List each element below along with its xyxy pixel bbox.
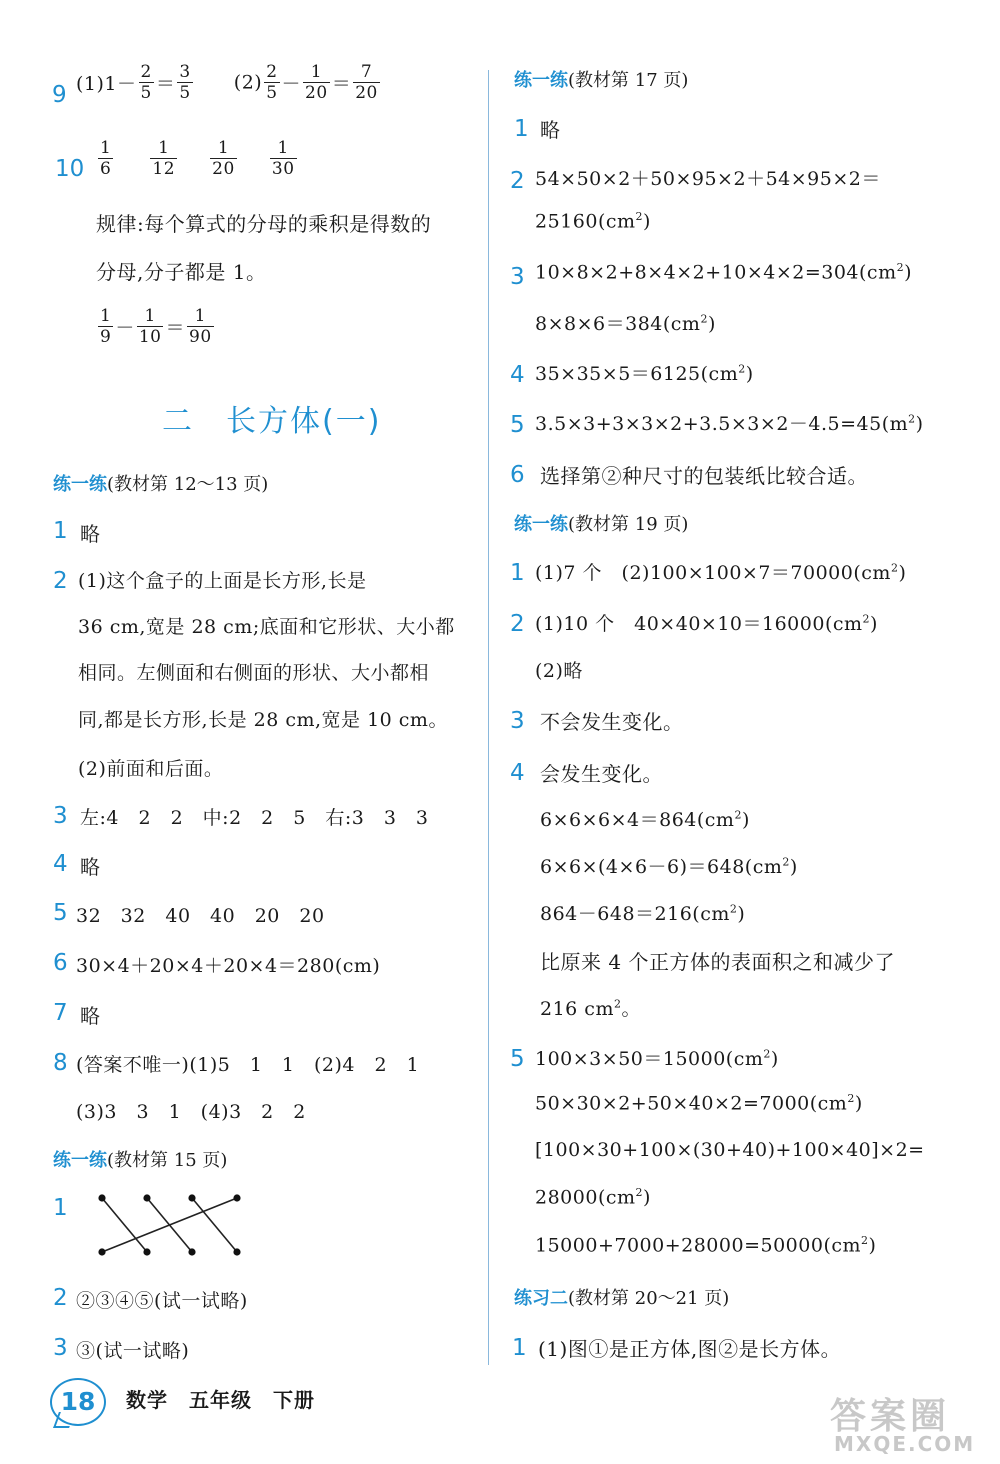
question-number: 5 (53, 900, 68, 926)
question-number: 5 (510, 412, 525, 438)
answer-text: $50\times 30\times 2+50\times 40\times 2=7000(cm^2)$ (535, 1092, 863, 1115)
fraction: $\frac{1}{9}$ (100, 306, 112, 347)
answer-text: $25160(cm^2)$ (535, 210, 651, 233)
section-header (53, 1146, 227, 1172)
dot (188, 1248, 195, 1255)
fraction: $\frac{1}{20}$ (212, 138, 235, 179)
section-header (514, 1284, 729, 1310)
dot (98, 1194, 105, 1201)
fraction: $\frac{1}{90}$ (189, 306, 212, 347)
answer-text: (1)10 个 $40\times 40\times 10=16000(cm^2)$ (535, 612, 878, 635)
answer-text: 略 (80, 522, 101, 546)
q10-fractions (96, 138, 299, 179)
fraction: $\frac{7}{20}$ (355, 62, 378, 103)
question-number: 2 (53, 1285, 68, 1311)
answer-text: 30×4＋20×4＋20×4＝280(cm) (76, 955, 381, 977)
section-ref: (教材第 15 页) (107, 1150, 228, 1171)
dot (143, 1248, 150, 1255)
answer-text: 左:4 2 2 中:2 2 5 右:3 3 3 (80, 807, 429, 829)
connector-line (192, 1198, 237, 1252)
question-number: 9 (52, 82, 67, 108)
question-number: 1 (53, 1195, 68, 1221)
question-number: 6 (510, 462, 525, 488)
question-number: 3 (53, 803, 68, 829)
fraction: $\frac{1}{30}$ (271, 138, 295, 179)
matching-lines-diagram (90, 1188, 250, 1260)
section-tag: 练一练 (514, 70, 568, 91)
question-number: 2 (510, 611, 525, 637)
answer-text: $15000+7000+28000=50000(cm^2)$ (535, 1234, 877, 1257)
answer-text: $6\times 6\times(4\times 6-6)=648(cm^2)$ (540, 855, 798, 878)
watermark-logo (820, 1388, 990, 1458)
dot (233, 1194, 240, 1201)
answer-text: $10\times 8\times 2+8\times 4\times 2+10\times 4\times 2=304(cm^2)$ (535, 261, 913, 284)
answer-text: [100×30+100×(30+40)+100×40]×2= (535, 1139, 925, 1161)
q9-part2-label: (2) (233, 71, 263, 94)
answer-text: 36 cm,宽是 28 cm;底面和它形状、大小都 (78, 616, 455, 638)
answer-text: 选择第②种尺寸的包装纸比较合适。 (540, 464, 868, 488)
answer-text: (2)略 (535, 660, 583, 682)
answer-text: 32 32 40 40 20 20 (76, 905, 325, 927)
answer-text: $28000(cm^2)$ (535, 1186, 651, 1209)
question-number: 8 (53, 1050, 68, 1076)
dot (98, 1248, 105, 1255)
q10-equation: $\frac{1}{9}$ － $\frac{1}{10}$ ＝ $\frac{1}{90}$ (100, 306, 212, 347)
question-number: 10 (55, 156, 85, 182)
section-ref: (教材第 20～21 页) (568, 1288, 730, 1309)
dot (143, 1194, 150, 1201)
answer-text: $3.5\times 3+3\times 3\times 2+3.5\times 3\times 2-4.5=45(m^2)$ (535, 412, 924, 435)
question-number: 4 (53, 851, 68, 877)
question-number: 7 (53, 1000, 68, 1026)
answer-text: 216 $cm^2$。 (540, 997, 641, 1020)
answer-text: 略 (80, 1004, 101, 1028)
question-number: 1 (514, 116, 529, 142)
question-number: 6 (53, 950, 68, 976)
question-number: 3 (53, 1335, 68, 1361)
answer-text: $35\times 35\times 5=6125(cm^2)$ (535, 362, 754, 385)
section-ref: (教材第 17 页) (568, 70, 689, 91)
q10-rule-line2: 分母,分子都是 1。 (96, 260, 267, 284)
question-number: 1 (512, 1335, 527, 1361)
answer-text: 略 (540, 118, 561, 142)
answer-text: (3)3 3 1 (4)3 2 2 (76, 1101, 306, 1123)
answer-text: 相同。左侧面和右侧面的形状、大小都相 (78, 662, 430, 684)
answer-text: $8\times 8\times 6=384(cm^2)$ (535, 312, 716, 335)
section-header (514, 66, 688, 92)
answer-text: 不会发生变化。 (540, 710, 684, 734)
answer-text: (1)7 个 $(2)100\times 100\times 7=70000(cm^2)$ (535, 561, 907, 584)
column-divider (488, 70, 489, 1365)
answer-text: $864-648=216(cm^2)$ (540, 902, 746, 925)
section-tag: 练习二 (514, 1288, 568, 1309)
answer-text: (1)这个盒子的上面是长方形,长是 (78, 570, 367, 592)
question-number: 4 (510, 760, 525, 786)
section-ref: (教材第 19 页) (568, 514, 689, 535)
fraction: $\frac{3}{5}$ (179, 62, 191, 103)
connector-line (102, 1198, 147, 1252)
fraction: $\frac{1}{10}$ (138, 306, 162, 347)
question-number: 1 (53, 518, 68, 544)
section-tag: 练一练 (514, 514, 568, 535)
answer-text: ③(试一试略) (76, 1340, 190, 1362)
answer-text: (2)前面和后面。 (78, 758, 224, 780)
answer-text: 略 (80, 855, 101, 879)
question-number: 4 (510, 362, 525, 388)
fraction: $\frac{1}{12}$ (152, 138, 176, 179)
watermark-url: MXQE.COM (834, 1432, 976, 1456)
q9-part1-label: (1)1－ (76, 73, 137, 95)
answer-text: 同,都是长方形,长是 28 cm,宽是 10 cm。 (78, 709, 448, 731)
answer-text: 会发生变化。 (540, 762, 663, 786)
fraction: $\frac{1}{20}$ (305, 62, 328, 103)
question-number: 3 (510, 708, 525, 734)
q10-rule-line1: 规律:每个算式的分母的乘积是得数的 (96, 212, 432, 236)
answer-text: 54×50×2＋50×95×2＋54×95×2＝ (535, 168, 881, 190)
answer-text: (答案不唯一)(1)5 1 1 (2)4 2 1 (76, 1054, 420, 1076)
connector-line (102, 1198, 237, 1252)
q9-expression: (1)1－ $\frac{2}{5}$ ＝ $\frac{3}{5}$ (2) $\frac{2}{5}$ － $\frac{1}{20}$ ＝ $\frac{7}{20}$ (76, 62, 378, 103)
question-number: 1 (510, 560, 525, 586)
fraction: $\frac{2}{5}$ (266, 62, 278, 103)
dot (233, 1248, 240, 1255)
section-tag: 练一练 (53, 1150, 107, 1171)
chapter-title: 二 长方体(一) (162, 404, 382, 439)
answer-text: ②③④⑤(试一试略) (76, 1290, 248, 1312)
section-header (53, 470, 268, 496)
question-number: 5 (510, 1046, 525, 1072)
answer-text: 比原来 4 个正方体的表面积之和减少了 (540, 950, 895, 974)
fraction: $\frac{2}{5}$ (140, 62, 152, 103)
answer-text: $100\times 3\times 50=15000(cm^2)$ (535, 1047, 779, 1070)
section-ref: (教材第 12～13 页) (107, 474, 269, 495)
book-title: 数学 五年级 下册 (126, 1388, 315, 1412)
answer-text: $6\times 6\times 6\times 4=864(cm^2)$ (540, 808, 750, 831)
watermark-text: 答案圈 (830, 1396, 951, 1437)
question-number: 2 (53, 568, 68, 594)
section-tag: 练一练 (53, 474, 107, 495)
answer-text: (1)图①是正方体,图②是长方体。 (538, 1337, 842, 1361)
section-header (514, 510, 688, 536)
question-number: 3 (510, 264, 525, 290)
fraction: $\frac{1}{6}$ (100, 138, 112, 179)
dot (188, 1194, 195, 1201)
page-number: 18 (50, 1378, 106, 1426)
question-number: 2 (510, 168, 525, 194)
